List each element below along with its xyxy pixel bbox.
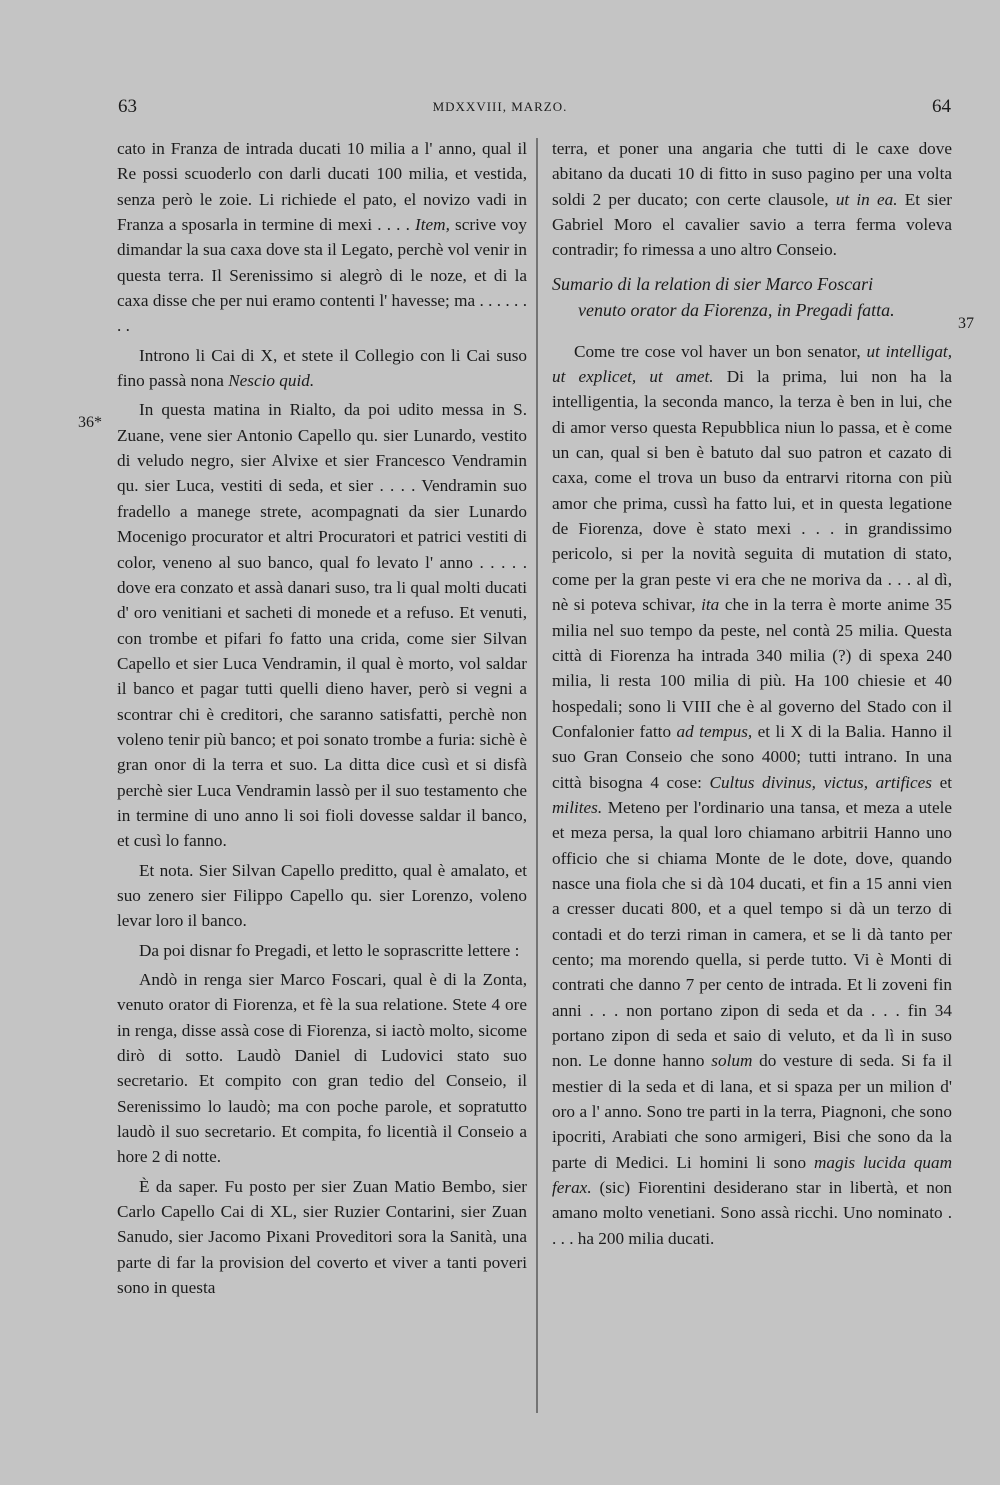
column-divider — [536, 138, 538, 1413]
margin-note-left: 36* — [78, 414, 102, 431]
page-number-left: 63 — [118, 96, 137, 117]
running-title: MDXXVIII, MARZO. — [432, 99, 568, 114]
paragraph: Et nota. Sier Silvan Capello preditto, qual è amalato, et suo zenero sier Filippo Capello qu. sier Lorenzo, voleno levar loro il banco. — [117, 860, 527, 931]
paragraph: terra, et poner una angaria che tutti di le caxe dove abitano da ducati 10 di fitto in suso pagino per una volta soldi 2 per ducato; con certe clausole, ut in ea. Et sier Gabriel Moro el cavalier savio a terra ferma voleva contradir; fo rimessa a uno altro Conseio. — [552, 139, 953, 260]
paragraph: Introno li Cai di X, et stete il Collegio con li Cai suso fino passà nona Nescio quid. — [117, 345, 527, 391]
margin-note-right: 37 — [958, 315, 974, 332]
paragraph: In questa matina in Rialto, da poi udito messa in S. Zuane, vene sier Antonio Capello qu. sier Lunardo, vestito di veludo negro, sier Alvixe et sier Francesco Vendramin qu. sier Luca, vestiti di seda, et sier . . . . Vendramin suo fradello a manege strete, acompagnati da sier Lunardo Mocenigo procurator et altri Procuratori et patrici vestiti di color, veneno al suo banco, qual fo levato l' anno . . . . . dove era conzato et assà danari suso, tra li qual molti ducati d' oro venitiani et sacheti di monede et a refuso. Et venuti, con trombe et pifari fo fatto una crida, come sier Silvan Capello et sier Luca Vendramin, il qual è morto, vol saldar il banco et pagar tutti quelli dieno haver, però si vegni a scontrar chi è creditori, che saranno satisfatti, perchè non voleno tenir più banco; et poi sonato trombe a furia: sichè è gran onor di la terra et suo. La ditta dice cusì et si disfà perchè sier Luca Vendramin lassò per il suo testamento che in termine di uno anno li soi fioli dovesse saldar il banco, et cusì lo fanno. — [117, 400, 527, 851]
paragraph: Come tre cose vol haver un bon senator, ut intelligat, ut explicet, ut amet. Di la prima, lui non ha la intelligentia, la seconda manco, la terza è ben in lui, che di amor verso questa Repubblica niun lo passa, et è come un can, qual si ben è batuto dal suo patron et cazato di caxa, come el trova un buso da entrarvi ritorna con più amor che prima, cussì ha fatto lui, et in questa legatione de Fiorenza, dove è stato mexi . . . in grandissimo pericolo, si per la novità seguita di mutation di stato, come per la gran peste vi era che ne moriva da . . . al dì, nè si poteva schivar, ita che in la terra è morte anime 35 milia nel suo tempo da peste, nel contà 25 milia. Questa città di Fiorenza ha intrada 340 milia (?) di spexa 240 milia, li resta 100 milia di più. Ha 100 chiesie et 40 hospedali; sono li VIII che è al governo del Stado con il Confalonier fatto ad tempus, et li X di la Balia. Hanno il suo Gran Conseio che sono 4000; tutti intrano. In una città bisogna 4 cose: Cultus divinus, victus, artifices et milites. Meteno per l'ordinario una tansa, et meza a utele et meza persa, la qual loro chiamano arbitrii Hanno uno officio che si chiama Monte de le dote, dove, quando nasce una fiola che si dà 104 ducati, et fin a 15 anni vien a cresser ducati 800, et a quel tempo si dà un terzo di contadi et do terzi riman in camera, et se li dà tanto per cento; ma morendo quella, si perde tutto. Vi è Monti di contrati che danno 7 per cento de intrada. Et li zoveni fin anni . . . non portano zipon di seda et da . . . fin 34 portano zipon di seda et saio di veluto, et da lì in suso non. Le donne hanno solum do vesture di seda. Si fa il mestier di la seda et di lana, et si spaza per un milion d' oro a l' anno. Sono tre parti in la terra, Piagnoni, che sono ipocriti, Arabiati che sono armigeri, Bisi che sono da la parte di Medici. Li homini li sono magis lucida quam ferax. (sic) Fiorentini desiderano star in libertà, et non amano molto venetiani. Sono assà ricchi. Uno nominato . . . . ha 200 milia ducati. — [552, 341, 953, 1248]
paragraph: È da saper. Fu posto per sier Zuan Matio Bembo, sier Carlo Capello Cai di XL, sier Ruzier Contarini, sier Zuan Sanudo, sier Jacomo Pixani Proveditori sora la Sanità, una parte di far la provision del coverto et viver a tanti poveri sono in questa — [117, 1176, 527, 1298]
right-column — [552, 136, 952, 1255]
page-header — [0, 96, 1000, 126]
left-column — [117, 136, 527, 1304]
page-number-right: 64 — [932, 96, 951, 117]
paragraph: Da poi disnar fo Pregadi, et letto le soprascritte lettere : — [139, 940, 520, 960]
paragraph: cato in Franza de intrada ducati 10 milia a l' anno, qual il Re possi scuoderlo con darli ducati 100 milia, et vestida, senza però le zoie. Li richiede el pato, el novizo vadi in Franza a sposarla in termine di mexi . . . . Item, scrive voy dimandar la sua caxa dove sta il Legato, perchè vol venir in questa terra. Il Serenissimo si alegrò di le noze, et di la caxa disse che per nui eramo contenti l' havesse; ma . . . . . . . . — [117, 139, 527, 336]
section-heading: Sumario di la relation di sier Marco Foscari venuto orator da Fiorenza, in Pregadi fatta. — [552, 273, 895, 320]
paragraph: Andò in renga sier Marco Foscari, qual è di la Zonta, venuto orator di Fiorenza, et fè la sua relatione. Stete 4 ore in renga, disse assà cose di Fiorenza, si iactò molto, sicome dirò di sotto. Laudò Daniel di Ludovici stato suo secretario. Et compito con gran tedio del Conseio, il Serenissimo lo laudò; ma con poche parole, et sopratutto laudò il suo secretario. Et compita, fo licentià il Conseio a hore 2 di notte. — [117, 970, 527, 1167]
